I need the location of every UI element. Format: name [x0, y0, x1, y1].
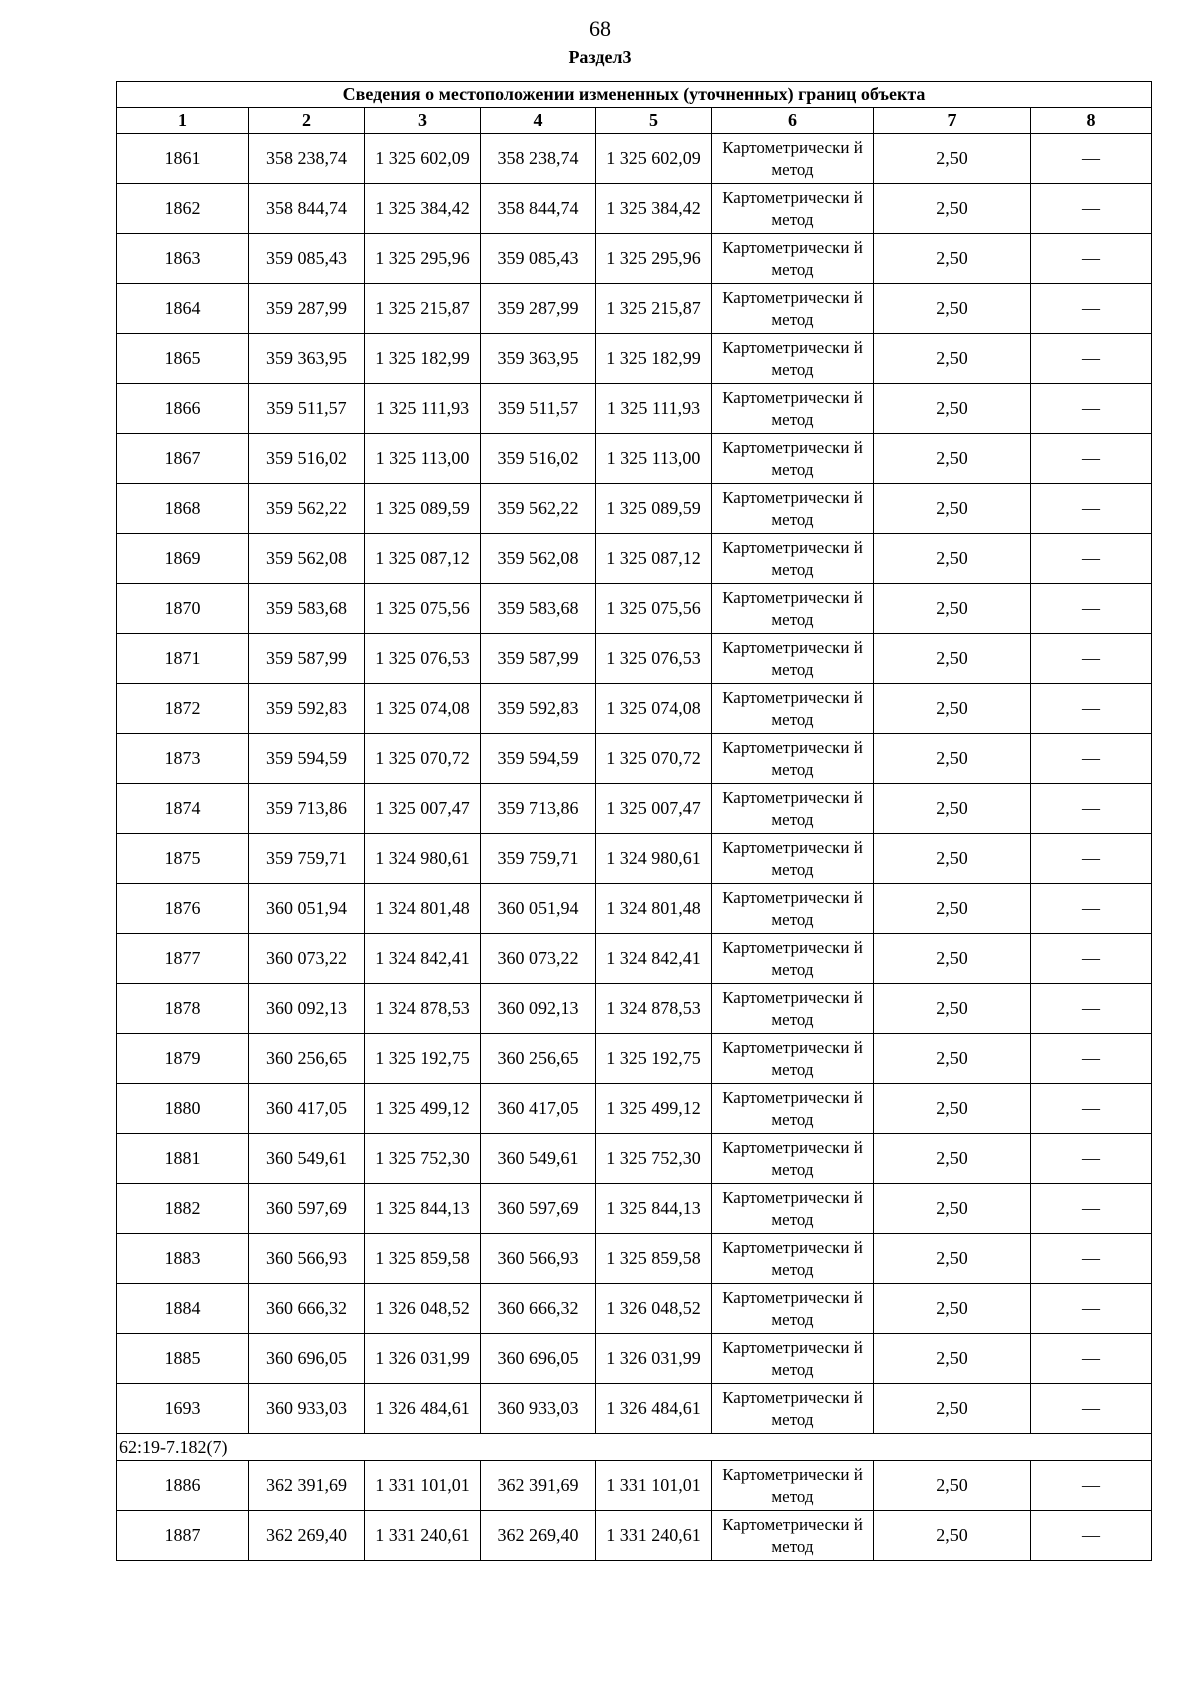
point-number-cell: 1877 — [117, 934, 249, 984]
table-row — [117, 634, 1152, 684]
accuracy-cell: 2,50 — [874, 934, 1031, 984]
method-cell: Картометрически й метод — [712, 834, 874, 884]
y-new-cell: 1 325 499,12 — [596, 1084, 712, 1134]
x-new-cell: 360 092,13 — [481, 984, 596, 1034]
x-existing-cell: 362 391,69 — [249, 1461, 365, 1511]
y-existing-cell: 1 325 076,53 — [365, 634, 481, 684]
method-cell: Картометрически й метод — [712, 234, 874, 284]
accuracy-cell: 2,50 — [874, 1134, 1031, 1184]
accuracy-cell: 2,50 — [874, 134, 1031, 184]
x-existing-cell: 359 759,71 — [249, 834, 365, 884]
description-cell: — — [1031, 984, 1152, 1034]
y-new-cell: 1 325 215,87 — [596, 284, 712, 334]
method-cell: Картометрически й метод — [712, 534, 874, 584]
method-cell: Картометрически й метод — [712, 684, 874, 734]
x-existing-cell: 359 583,68 — [249, 584, 365, 634]
x-existing-cell: 360 417,05 — [249, 1084, 365, 1134]
x-new-cell: 359 363,95 — [481, 334, 596, 384]
y-existing-cell: 1 326 048,52 — [365, 1284, 481, 1334]
description-cell: — — [1031, 884, 1152, 934]
x-existing-cell: 359 287,99 — [249, 284, 365, 334]
method-cell: Картометрически й метод — [712, 934, 874, 984]
y-existing-cell: 1 324 980,61 — [365, 834, 481, 884]
table-row — [117, 584, 1152, 634]
x-existing-cell: 358 844,74 — [249, 184, 365, 234]
table-row — [117, 184, 1152, 234]
y-existing-cell: 1 325 499,12 — [365, 1084, 481, 1134]
accuracy-cell: 2,50 — [874, 1511, 1031, 1561]
y-new-cell: 1 324 842,41 — [596, 934, 712, 984]
method-cell: Картометрически й метод — [712, 1084, 874, 1134]
point-number-cell: 1872 — [117, 684, 249, 734]
y-existing-cell: 1 325 215,87 — [365, 284, 481, 334]
table-row — [117, 734, 1152, 784]
x-existing-cell: 359 516,02 — [249, 434, 365, 484]
description-cell: — — [1031, 1234, 1152, 1284]
point-number-cell: 1880 — [117, 1084, 249, 1134]
column-number: 4 — [481, 108, 596, 134]
x-new-cell: 360 256,65 — [481, 1034, 596, 1084]
method-cell: Картометрически й метод — [712, 1284, 874, 1334]
method-cell: Картометрически й метод — [712, 384, 874, 434]
description-cell: — — [1031, 184, 1152, 234]
point-number-cell: 1883 — [117, 1234, 249, 1284]
accuracy-cell: 2,50 — [874, 1334, 1031, 1384]
point-number-cell: 1861 — [117, 134, 249, 184]
x-new-cell: 360 073,22 — [481, 934, 596, 984]
accuracy-cell: 2,50 — [874, 1284, 1031, 1334]
x-existing-cell: 360 566,93 — [249, 1234, 365, 1284]
x-existing-cell: 359 587,99 — [249, 634, 365, 684]
description-cell: — — [1031, 1134, 1152, 1184]
table-row — [117, 284, 1152, 334]
y-existing-cell: 1 331 240,61 — [365, 1511, 481, 1561]
table-row — [117, 884, 1152, 934]
description-cell: — — [1031, 1284, 1152, 1334]
y-existing-cell: 1 325 113,00 — [365, 434, 481, 484]
y-new-cell: 1 325 075,56 — [596, 584, 712, 634]
method-cell: Картометрически й метод — [712, 1234, 874, 1284]
x-new-cell: 358 238,74 — [481, 134, 596, 184]
x-existing-cell: 360 256,65 — [249, 1034, 365, 1084]
group-header-row — [117, 1434, 1152, 1461]
point-number-cell: 1875 — [117, 834, 249, 884]
y-existing-cell: 1 325 384,42 — [365, 184, 481, 234]
y-new-cell: 1 325 074,08 — [596, 684, 712, 734]
y-existing-cell: 1 325 192,75 — [365, 1034, 481, 1084]
point-number-cell: 1874 — [117, 784, 249, 834]
description-cell: — — [1031, 234, 1152, 284]
accuracy-cell: 2,50 — [874, 784, 1031, 834]
accuracy-cell: 2,50 — [874, 184, 1031, 234]
y-new-cell: 1 324 980,61 — [596, 834, 712, 884]
description-cell: — — [1031, 584, 1152, 634]
method-cell: Картометрически й метод — [712, 334, 874, 384]
description-cell: — — [1031, 634, 1152, 684]
y-new-cell: 1 325 192,75 — [596, 1034, 712, 1084]
table-row — [117, 1461, 1152, 1511]
point-number-cell: 1885 — [117, 1334, 249, 1384]
point-number-cell: 1886 — [117, 1461, 249, 1511]
method-cell: Картометрически й метод — [712, 884, 874, 934]
x-existing-cell: 359 594,59 — [249, 734, 365, 784]
method-cell: Картометрически й метод — [712, 1184, 874, 1234]
x-existing-cell: 360 549,61 — [249, 1134, 365, 1184]
table-row — [117, 784, 1152, 834]
x-existing-cell: 359 085,43 — [249, 234, 365, 284]
point-number-cell: 1887 — [117, 1511, 249, 1561]
y-new-cell: 1 325 087,12 — [596, 534, 712, 584]
x-new-cell: 358 844,74 — [481, 184, 596, 234]
y-existing-cell: 1 326 031,99 — [365, 1334, 481, 1384]
accuracy-cell: 2,50 — [874, 984, 1031, 1034]
point-number-cell: 1863 — [117, 234, 249, 284]
point-number-cell: 1870 — [117, 584, 249, 634]
y-new-cell: 1 325 182,99 — [596, 334, 712, 384]
method-cell: Картометрически й метод — [712, 784, 874, 834]
method-cell: Картометрически й метод — [712, 434, 874, 484]
table-row — [117, 134, 1152, 184]
description-cell: — — [1031, 134, 1152, 184]
table-row — [117, 1334, 1152, 1384]
y-new-cell: 1 325 752,30 — [596, 1134, 712, 1184]
x-new-cell: 359 587,99 — [481, 634, 596, 684]
table-row — [117, 434, 1152, 484]
x-new-cell: 359 583,68 — [481, 584, 596, 634]
page-number: 68 — [589, 16, 611, 41]
y-existing-cell: 1 325 859,58 — [365, 1234, 481, 1284]
table-row — [117, 1234, 1152, 1284]
table-row — [117, 1184, 1152, 1234]
y-existing-cell: 1 325 089,59 — [365, 484, 481, 534]
point-number-cell: 1867 — [117, 434, 249, 484]
y-existing-cell: 1 324 842,41 — [365, 934, 481, 984]
table-row — [117, 1384, 1152, 1434]
y-new-cell: 1 331 101,01 — [596, 1461, 712, 1511]
accuracy-cell: 2,50 — [874, 234, 1031, 284]
point-number-cell: 1881 — [117, 1134, 249, 1184]
y-existing-cell: 1 325 074,08 — [365, 684, 481, 734]
accuracy-cell: 2,50 — [874, 734, 1031, 784]
point-number-cell: 1868 — [117, 484, 249, 534]
table-row — [117, 834, 1152, 884]
method-cell: Картометрически й метод — [712, 1384, 874, 1434]
description-cell: — — [1031, 1084, 1152, 1134]
x-new-cell: 359 516,02 — [481, 434, 596, 484]
accuracy-cell: 2,50 — [874, 534, 1031, 584]
y-new-cell: 1 325 076,53 — [596, 634, 712, 684]
accuracy-cell: 2,50 — [874, 334, 1031, 384]
method-cell: Картометрически й метод — [712, 1134, 874, 1184]
point-number-cell: 1865 — [117, 334, 249, 384]
description-cell: — — [1031, 784, 1152, 834]
accuracy-cell: 2,50 — [874, 684, 1031, 734]
x-new-cell: 360 051,94 — [481, 884, 596, 934]
x-existing-cell: 360 597,69 — [249, 1184, 365, 1234]
y-existing-cell: 1 326 484,61 — [365, 1384, 481, 1434]
accuracy-cell: 2,50 — [874, 834, 1031, 884]
y-existing-cell: 1 325 752,30 — [365, 1134, 481, 1184]
table-row — [117, 534, 1152, 584]
y-new-cell: 1 325 070,72 — [596, 734, 712, 784]
point-number-cell: 1866 — [117, 384, 249, 434]
x-new-cell: 360 566,93 — [481, 1234, 596, 1284]
accuracy-cell: 2,50 — [874, 634, 1031, 684]
description-cell: — — [1031, 1384, 1152, 1434]
table-row — [117, 684, 1152, 734]
table-row — [117, 484, 1152, 534]
description-cell: — — [1031, 1334, 1152, 1384]
y-existing-cell: 1 325 295,96 — [365, 234, 481, 284]
y-existing-cell: 1 325 111,93 — [365, 384, 481, 434]
accuracy-cell: 2,50 — [874, 1034, 1031, 1084]
x-existing-cell: 360 051,94 — [249, 884, 365, 934]
y-new-cell: 1 325 859,58 — [596, 1234, 712, 1284]
y-new-cell: 1 324 801,48 — [596, 884, 712, 934]
section-title: Раздел3 — [568, 47, 632, 67]
accuracy-cell: 2,50 — [874, 584, 1031, 634]
y-new-cell: 1 325 844,13 — [596, 1184, 712, 1234]
point-number-cell: 1884 — [117, 1284, 249, 1334]
x-new-cell: 359 713,86 — [481, 784, 596, 834]
method-cell: Картометрически й метод — [712, 984, 874, 1034]
description-cell: — — [1031, 334, 1152, 384]
x-existing-cell: 360 092,13 — [249, 984, 365, 1034]
x-new-cell: 359 594,59 — [481, 734, 596, 784]
cadastral-number-label: 62:19-7.182(7) — [117, 1434, 1152, 1461]
table-body — [117, 134, 1152, 1561]
y-new-cell: 1 325 384,42 — [596, 184, 712, 234]
column-number: 2 — [249, 108, 365, 134]
accuracy-cell: 2,50 — [874, 1084, 1031, 1134]
x-new-cell: 360 666,32 — [481, 1284, 596, 1334]
y-existing-cell: 1 324 878,53 — [365, 984, 481, 1034]
table-row — [117, 1511, 1152, 1561]
point-number-cell: 1878 — [117, 984, 249, 1034]
x-new-cell: 362 391,69 — [481, 1461, 596, 1511]
x-new-cell: 359 287,99 — [481, 284, 596, 334]
table-row — [117, 984, 1152, 1034]
x-new-cell: 360 417,05 — [481, 1084, 596, 1134]
y-existing-cell: 1 325 844,13 — [365, 1184, 481, 1234]
method-cell: Картометрически й метод — [712, 184, 874, 234]
y-new-cell: 1 325 007,47 — [596, 784, 712, 834]
accuracy-cell: 2,50 — [874, 1461, 1031, 1511]
description-cell: — — [1031, 934, 1152, 984]
column-number: 8 — [1031, 108, 1152, 134]
accuracy-cell: 2,50 — [874, 1184, 1031, 1234]
column-number: 7 — [874, 108, 1031, 134]
y-existing-cell: 1 325 602,09 — [365, 134, 481, 184]
x-existing-cell: 359 592,83 — [249, 684, 365, 734]
x-new-cell: 359 759,71 — [481, 834, 596, 884]
x-new-cell: 362 269,40 — [481, 1511, 596, 1561]
x-existing-cell: 359 363,95 — [249, 334, 365, 384]
table-row — [117, 1034, 1152, 1084]
x-new-cell: 359 562,22 — [481, 484, 596, 534]
x-existing-cell: 360 073,22 — [249, 934, 365, 984]
description-cell: — — [1031, 834, 1152, 884]
y-new-cell: 1 326 484,61 — [596, 1384, 712, 1434]
y-new-cell: 1 325 089,59 — [596, 484, 712, 534]
boundary-coordinates-table — [116, 81, 1152, 1561]
point-number-cell: 1864 — [117, 284, 249, 334]
point-number-cell: 1879 — [117, 1034, 249, 1084]
y-new-cell: 1 331 240,61 — [596, 1511, 712, 1561]
y-new-cell: 1 325 602,09 — [596, 134, 712, 184]
point-number-cell: 1871 — [117, 634, 249, 684]
x-existing-cell: 360 666,32 — [249, 1284, 365, 1334]
method-cell: Картометрически й метод — [712, 584, 874, 634]
x-new-cell: 359 085,43 — [481, 234, 596, 284]
y-new-cell: 1 324 878,53 — [596, 984, 712, 1034]
description-cell: — — [1031, 1511, 1152, 1561]
x-existing-cell: 358 238,74 — [249, 134, 365, 184]
y-existing-cell: 1 325 070,72 — [365, 734, 481, 784]
x-existing-cell: 359 511,57 — [249, 384, 365, 434]
accuracy-cell: 2,50 — [874, 384, 1031, 434]
x-existing-cell: 362 269,40 — [249, 1511, 365, 1561]
x-new-cell: 360 933,03 — [481, 1384, 596, 1434]
y-existing-cell: 1 324 801,48 — [365, 884, 481, 934]
x-existing-cell: 359 713,86 — [249, 784, 365, 834]
table-row — [117, 384, 1152, 434]
y-existing-cell: 1 325 075,56 — [365, 584, 481, 634]
description-cell: — — [1031, 684, 1152, 734]
y-new-cell: 1 325 111,93 — [596, 384, 712, 434]
point-number-cell: 1882 — [117, 1184, 249, 1234]
accuracy-cell: 2,50 — [874, 484, 1031, 534]
description-cell: — — [1031, 434, 1152, 484]
column-number: 5 — [596, 108, 712, 134]
method-cell: Картометрически й метод — [712, 134, 874, 184]
method-cell: Картометрически й метод — [712, 1511, 874, 1561]
x-existing-cell: 359 562,22 — [249, 484, 365, 534]
method-cell: Картометрически й метод — [712, 1461, 874, 1511]
y-existing-cell: 1 325 007,47 — [365, 784, 481, 834]
column-number: 3 — [365, 108, 481, 134]
table-row — [117, 234, 1152, 284]
y-existing-cell: 1 325 182,99 — [365, 334, 481, 384]
method-cell: Картометрически й метод — [712, 1034, 874, 1084]
description-cell: — — [1031, 484, 1152, 534]
description-cell: — — [1031, 1184, 1152, 1234]
column-number: 1 — [117, 108, 249, 134]
x-new-cell: 360 696,05 — [481, 1334, 596, 1384]
description-cell: — — [1031, 1034, 1152, 1084]
x-new-cell: 359 592,83 — [481, 684, 596, 734]
table-row — [117, 1134, 1152, 1184]
x-existing-cell: 359 562,08 — [249, 534, 365, 584]
x-new-cell: 360 597,69 — [481, 1184, 596, 1234]
x-new-cell: 359 511,57 — [481, 384, 596, 434]
description-cell: — — [1031, 534, 1152, 584]
y-existing-cell: 1 331 101,01 — [365, 1461, 481, 1511]
point-number-cell: 1693 — [117, 1384, 249, 1434]
point-number-cell: 1862 — [117, 184, 249, 234]
y-new-cell: 1 325 113,00 — [596, 434, 712, 484]
accuracy-cell: 2,50 — [874, 434, 1031, 484]
x-existing-cell: 360 933,03 — [249, 1384, 365, 1434]
description-cell: — — [1031, 384, 1152, 434]
accuracy-cell: 2,50 — [874, 284, 1031, 334]
method-cell: Картометрически й метод — [712, 734, 874, 784]
column-number: 6 — [712, 108, 874, 134]
x-existing-cell: 360 696,05 — [249, 1334, 365, 1384]
y-new-cell: 1 326 031,99 — [596, 1334, 712, 1384]
point-number-cell: 1873 — [117, 734, 249, 784]
accuracy-cell: 2,50 — [874, 1384, 1031, 1434]
table-row — [117, 934, 1152, 984]
description-cell: — — [1031, 284, 1152, 334]
point-number-cell: 1869 — [117, 534, 249, 584]
y-new-cell: 1 325 295,96 — [596, 234, 712, 284]
x-new-cell: 359 562,08 — [481, 534, 596, 584]
table-caption: Сведения о местоположении измененных (уточненных) границ объекта — [117, 82, 1152, 108]
method-cell: Картометрически й метод — [712, 484, 874, 534]
table-row — [117, 1084, 1152, 1134]
y-existing-cell: 1 325 087,12 — [365, 534, 481, 584]
accuracy-cell: 2,50 — [874, 1234, 1031, 1284]
table-row — [117, 334, 1152, 384]
y-new-cell: 1 326 048,52 — [596, 1284, 712, 1334]
x-new-cell: 360 549,61 — [481, 1134, 596, 1184]
point-number-cell: 1876 — [117, 884, 249, 934]
accuracy-cell: 2,50 — [874, 884, 1031, 934]
table-row — [117, 1284, 1152, 1334]
description-cell: — — [1031, 1461, 1152, 1511]
method-cell: Картометрически й метод — [712, 1334, 874, 1384]
method-cell: Картометрически й метод — [712, 284, 874, 334]
description-cell: — — [1031, 734, 1152, 784]
method-cell: Картометрически й метод — [712, 634, 874, 684]
